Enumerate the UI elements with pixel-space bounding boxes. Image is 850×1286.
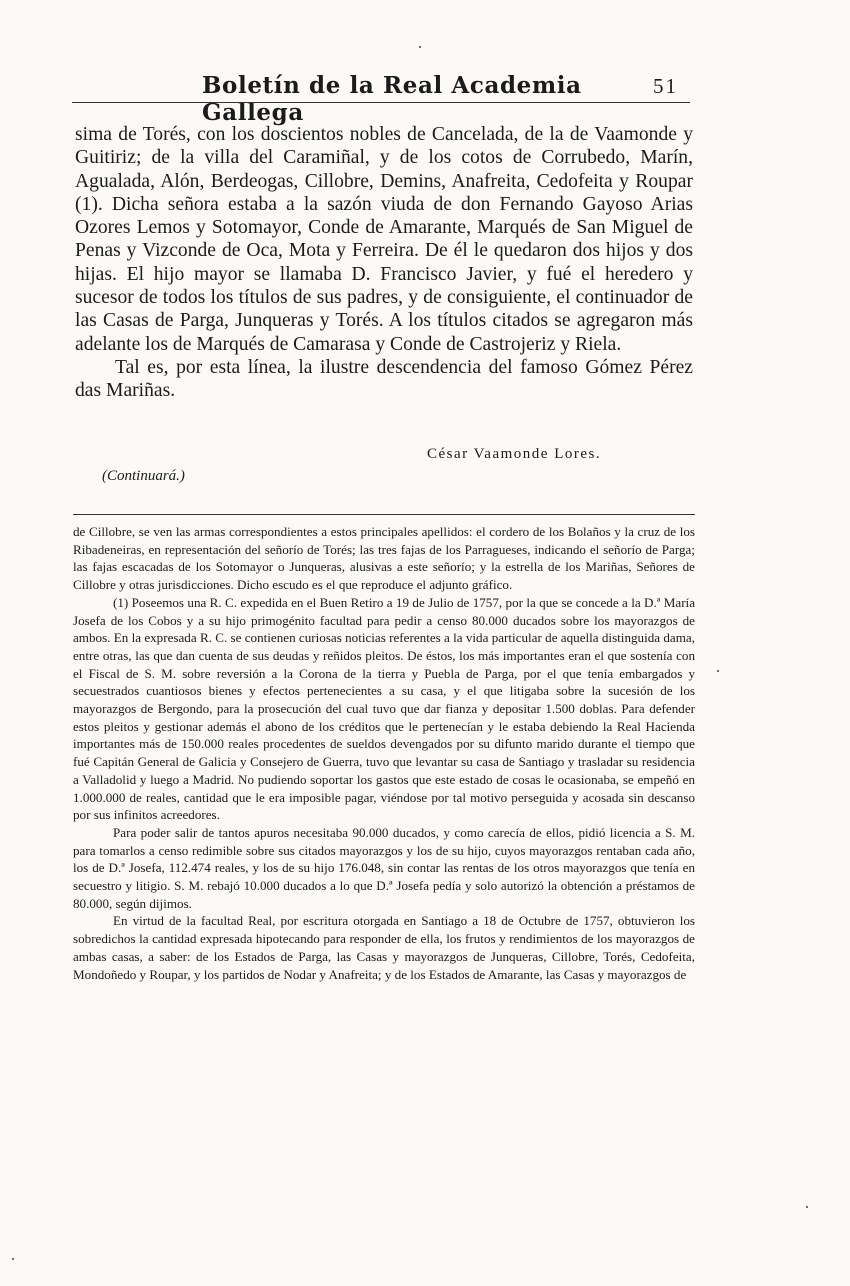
footnote-paragraph: de Cillobre, se ven las armas correspondientes a estos principales apellidos: el cordero de los Bolaños y la cruz de los Ribadeneiras, en representación del señorío de Torés; las tres fajas de los Parragueses, indicando el señorío de Parga; las fajas escacadas de los Sotomayor o Junqueras, alusivas a este señorío; y la estrella de los Mariñas, Señores de Cillobre y otras jurisdicciones. Dicho escudo es el que reproduce el adjunto gráfico.: [73, 524, 695, 593]
print-speck: [717, 670, 719, 672]
print-speck: [12, 1258, 14, 1260]
body-paragraph: sima de Torés, con los doscientos nobles de Cancelada, de la de Vaamonde y Guitiriz; de la villa del Caramiñal, y de los cotos de Corrubedo, Marín, Agualada, Alón, Berdeogas, Cillobre, Demins, Anafreita, Cedofeita y Roupar (1). Dicha señora estaba a la sazón viuda de don Fernando Gayoso Arias Ozores Lemos y Sotomayor, Conde de Amarante, Marqués de San Miguel de Penas y Vizconde de Oca, Mota y Ferreira. De él le quedaron dos hijos y dos hijas. El hijo mayor se llamaba D. Francisco Javier, y fué el heredero y sucesor de todos los títulos de sus padres, y de consiguiente, el continuador de las Casas de Parga, Junqueras y Torés. A los títulos citados se agregaron más adelante los de Marqués de Camarasa y Conde de Castrojeriz y Riela.: [75, 124, 693, 355]
footnote-1: (1) Poseemos una R. C. expedida en el Buen Retiro a 19 de Julio de 1757, por la que se concede a la D.ª María Josefa de los Cobos y a su hijo primogénito facultad para pedir a censo 80.000 ducados sobre los mayorazgos de ambos. En la expresada R. C. se contienen curiosas noticias referentes a la vida particular de aquella distinguida dama, entre otras, las que dan cuenta de sus deudas y reñidos pleitos. De éstos, los más importantes eran el que sostenía con el Fiscal de S. M. sobre reversión a la Corona de la tierra y Puebla de Parga, por el que tenía embargados y secuestrados cuantiosos bienes y efectos pertenecientes a su casa, y el que litigaba sobre la sucesión de los mayorazgos de Bergondo, para la prosecución del cual tuvo que dar fianza y depositar 1.500 doblas. Para defender estos pleitos y gestionar además el abono de los créditos que le pertenecían y le estaba debiendo la Real Hacienda importantes más de 150.000 reales procedentes de sueldos devengados por su difunto marido durante el tiempo que fué Capitán General de Galicia y Consejero de Guerra, tuvo que levantar su casa de Santiago y trasladar su residencia a Valladolid y luego a Madrid. No pudiendo soportar los gastos que este estado de cosas le ocasionaba, se empeñó en 1.000.000 de reales, cantidad que le era imposible pagar, viéndose por tal motivo perseguida y acosada sin descanso por sus infinitos acreedores.: [73, 594, 695, 823]
footnote-paragraph: Para poder salir de tantos apuros necesitaba 90.000 ducados, y como carecía de ellos, pidió licencia a S. M. para tomarlos a censo redimible sobre sus citados mayorazgos y los de su hijo, cuyos mayorazgos rentaban cada año, los de D.ª Josefa, 112.474 reales, y los de su hijo 176.048, sin contar las rentas de los otros mayorazgos que tenía en secuestro y litigio. S. M. rebajó 10.000 ducados a lo que D.ª Josefa pedía y solo autorizó la obtención a préstamos de 80.000, según dijimos.: [73, 824, 695, 911]
author-signature: César Vaamonde Lores.: [427, 446, 602, 462]
main-text: [75, 123, 693, 403]
running-header: [72, 70, 690, 126]
body-paragraph: Tal es, por esta línea, la ilustre descendencia del famoso Gómez Pérez das Mariñas.: [75, 356, 693, 402]
footnote-separator: [73, 514, 695, 515]
header-rule: [72, 102, 690, 103]
continued-note: (Continuará.): [102, 468, 185, 484]
page-number: 51: [653, 74, 678, 98]
footnote-paragraph: En virtud de la facultad Real, por escritura otorgada en Santiago a 18 de Octubre de 1757, obtuvieron los sobredichos la cantidad expresada hipotecando para responder de ella, los frutos y rendimientos de los mayorazgos de ambas casas, a saber: de los Estados de Parga, las Casas y mayorazgos de Junqueras, Cillobre, Torés, Cedofeita, Mondoñedo y Roupar, y los partidos de Nodar y Anafreita; y de los Estados de Amarante, las Casas y mayorazgos de: [73, 913, 695, 982]
print-speck: [806, 1206, 808, 1208]
print-speck: [419, 46, 421, 48]
footnotes: [73, 523, 695, 983]
journal-title: Boletín de la Real Academia Gallega: [202, 72, 582, 126]
